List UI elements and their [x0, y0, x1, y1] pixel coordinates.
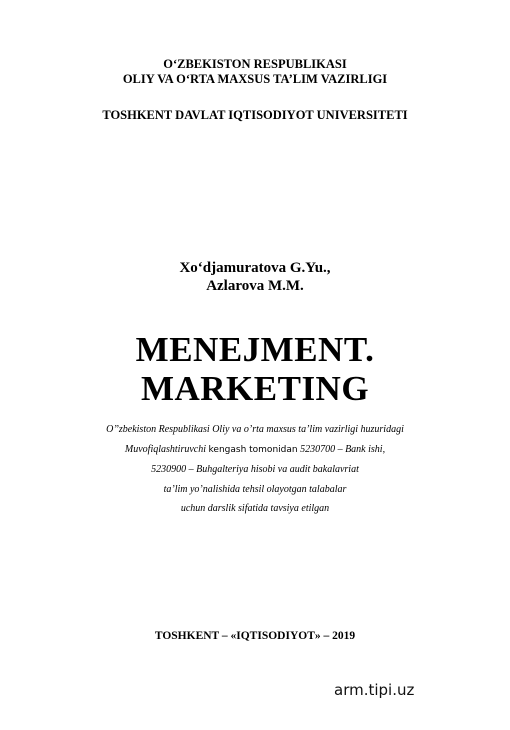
- approval-line-3: 5230900 – Buhgalteriya hisobi va audit bakalavriat: [151, 464, 359, 475]
- author-1: Xo‘djamuratova G.Yu.,: [179, 260, 331, 276]
- ministry-header: [0, 57, 510, 87]
- approval-line-2-part-b: kengash tomonidan: [208, 444, 298, 455]
- approval-line-2: [0, 440, 510, 461]
- approval-line-4: ta’lim yo’nalishida tehsil olayotgan talabalar: [163, 483, 347, 495]
- approval-line-2-part-c: 5230700 – Bank ishi,: [297, 443, 386, 455]
- approval-line-1: O’’zbekiston Respublikasi Oliy va o’rta maxsus ta’lim vazirligi huzuridagi: [106, 424, 404, 435]
- approval-line-5: uchun darslik sifatida tavsiya etilgan: [180, 503, 330, 514]
- approval-statement: [0, 420, 510, 519]
- author-2: Azlarova M.M.: [206, 278, 304, 294]
- publisher-city-year: TOSHKENT – «IQTISODIYOT» – 2019: [154, 630, 356, 642]
- book-title: [0, 330, 510, 408]
- book-title-line-1: MENEJMENT.: [135, 330, 375, 369]
- header-line-1: O‘ZBEKISTON RESPUBLIKASI: [163, 57, 347, 71]
- book-title-line-2: MARKETING: [140, 369, 370, 408]
- approval-line-2-part-a: Muvofiqlashtiruvchi: [124, 443, 209, 455]
- site-watermark: arm.tipi.uz: [334, 681, 415, 699]
- university-name: TOSHKENT DAVLAT IQTISODIYOT UNIVERSITETI: [102, 108, 408, 122]
- authors: [0, 259, 510, 295]
- header-line-2: OLIY VA O‘RTA MAXSUS TA’LIM VAZIRLIGI: [122, 72, 388, 86]
